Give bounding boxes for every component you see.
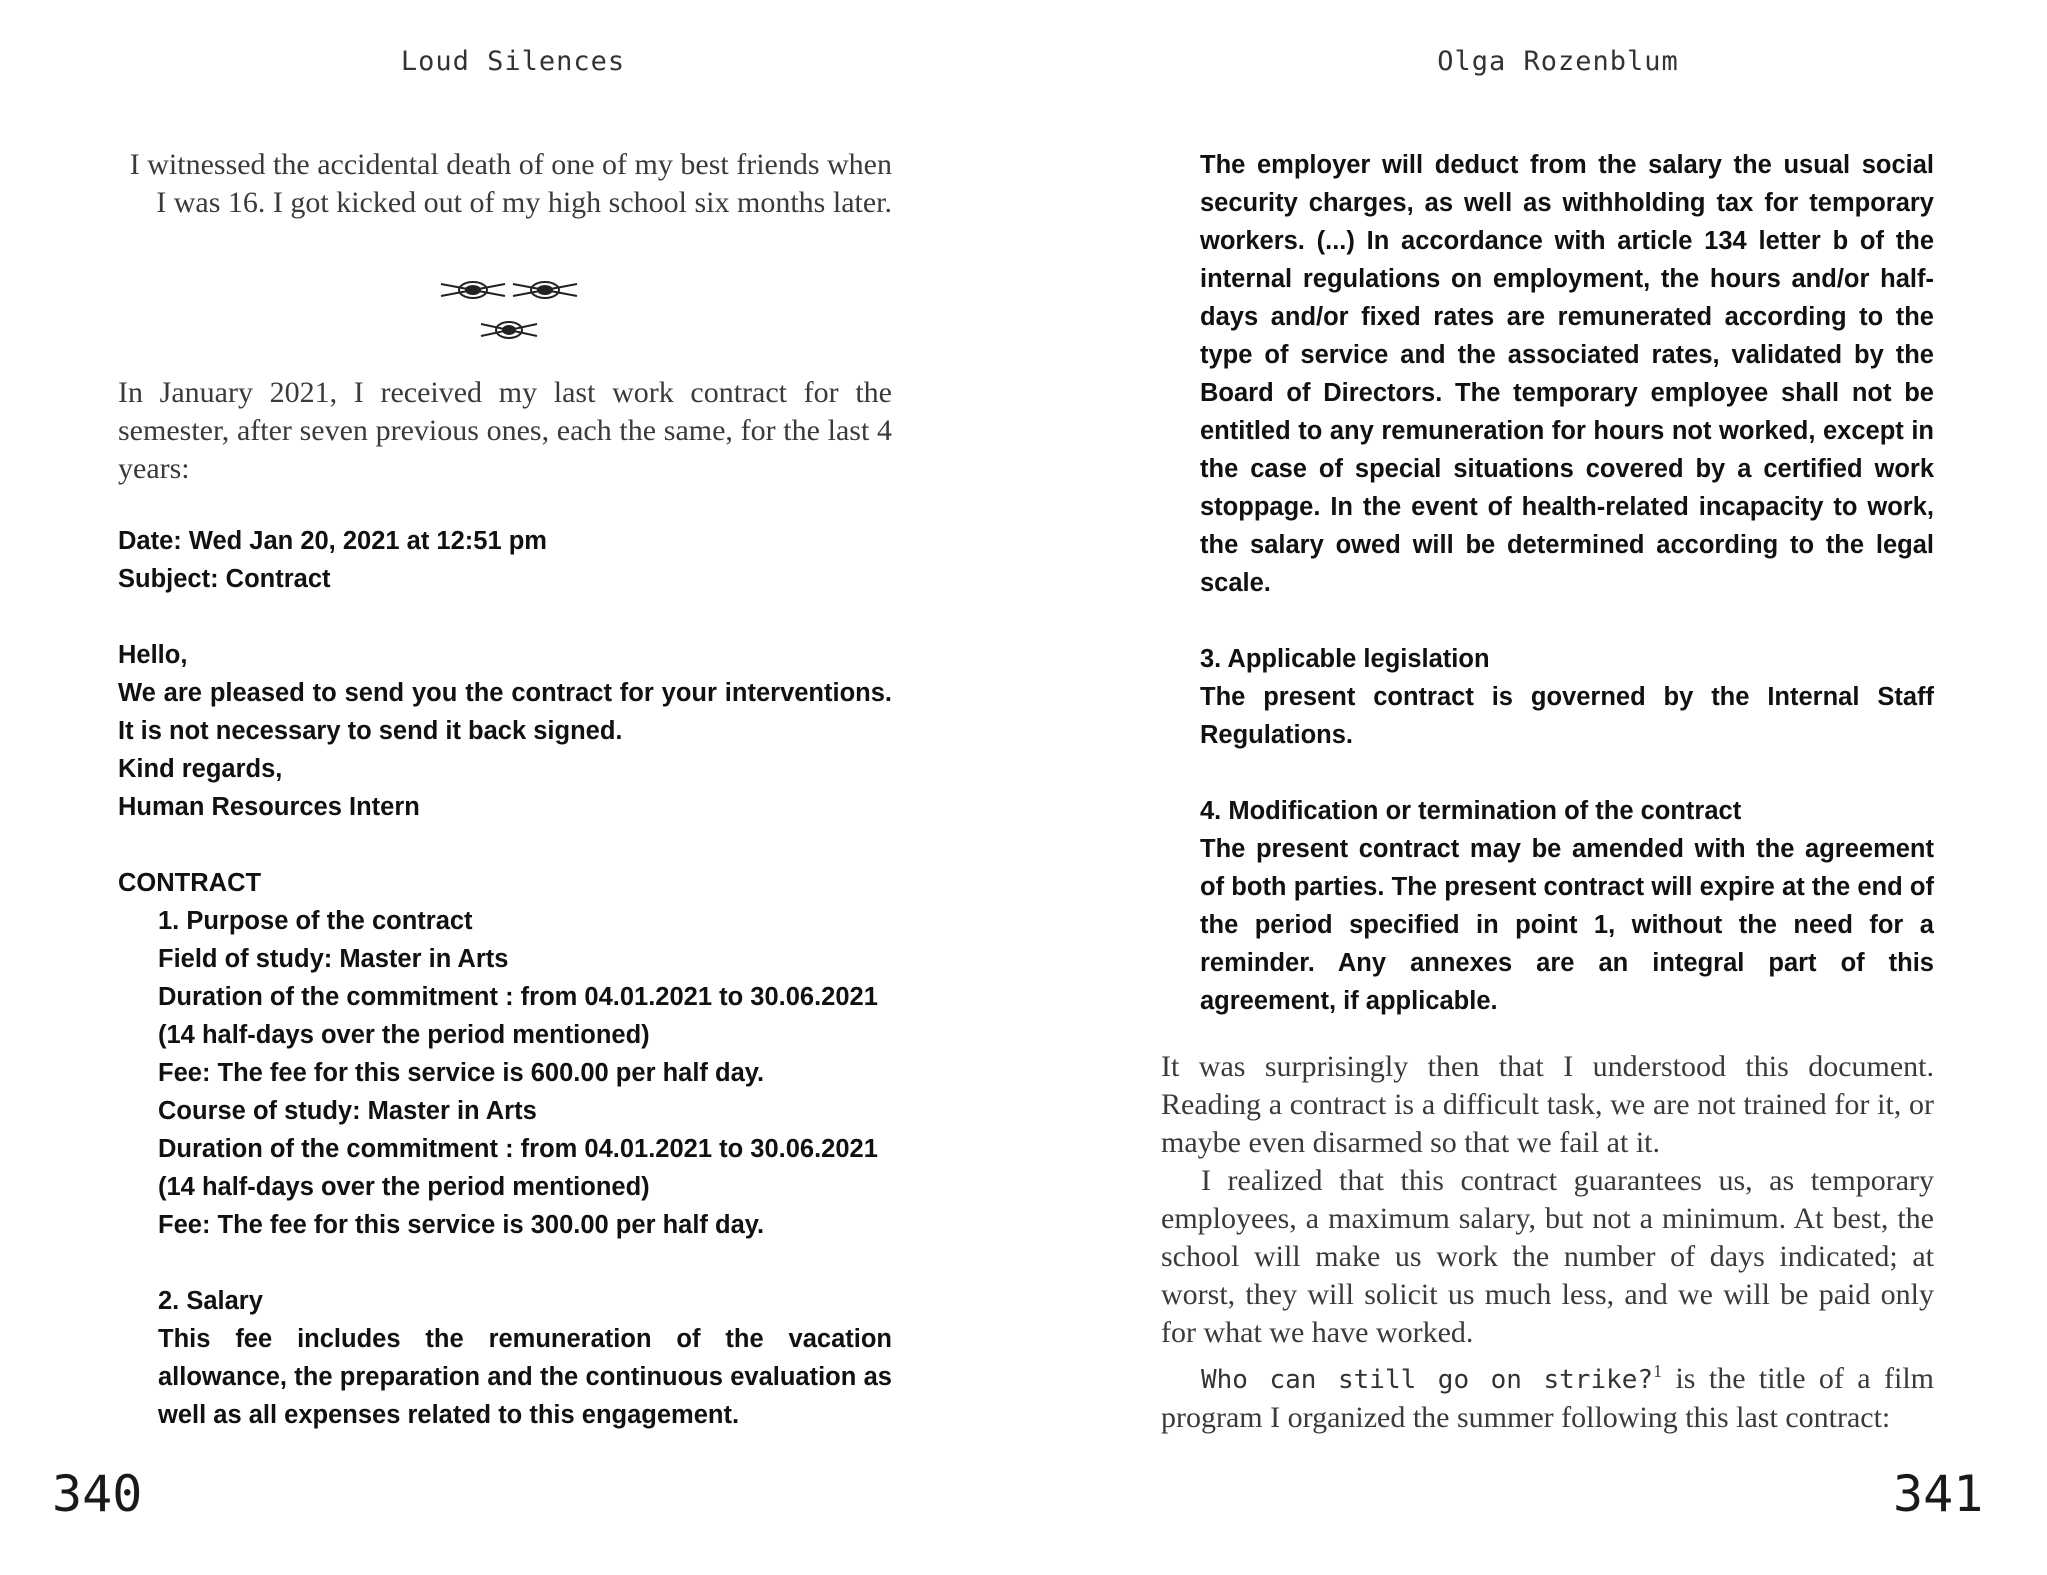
section-1-line: Field of study: Master in Arts bbox=[158, 945, 509, 973]
section-1-line: (14 half-days over the period mentioned) bbox=[158, 1021, 650, 1049]
running-head-right: Olga Rozenblum bbox=[1437, 46, 1679, 77]
closing-text bbox=[1161, 1048, 1934, 1437]
intro-paragraph: I witnessed the accidental death of one of my best friends when I was 16. I got kicked out of my high school six months later. bbox=[129, 148, 892, 219]
left-page bbox=[0, 0, 1023, 1575]
section-3-text: The present contract is governed by the Internal Staff Regulations. bbox=[1200, 683, 1934, 749]
running-head-left: Loud Silences bbox=[400, 46, 626, 77]
section-1-line: Duration of the commitment : from 04.01.2021 to 30.06.2021 bbox=[158, 1135, 878, 1163]
email-closing: Kind regards, bbox=[118, 755, 283, 783]
section-3-title: 3. Applicable legislation bbox=[1200, 645, 1490, 673]
closing-paragraph-1: It was surprisingly then that I understood this document. Reading a contract is a difficult task, we are not trained for it, or maybe even disarmed so that we fail at it. bbox=[1161, 1050, 1934, 1159]
section-1-line: (14 half-days over the period mentioned) bbox=[158, 1173, 650, 1201]
section-4-text: The present contract may be amended with the agreement of both parties. The present contract will expire at the end of the period specified in point 1, without the need for a reminder. Any annexes are an integral part of this agreement, if applicable. bbox=[1200, 835, 1934, 1015]
email-greeting: Hello, bbox=[118, 641, 188, 669]
paragraph-2: In January 2021, I received my last work contract for the semester, after seven previous ones, each the same, for the last 4 years: bbox=[118, 376, 892, 485]
section-1-line: Fee: The fee for this service is 300.00 per half day. bbox=[158, 1211, 765, 1239]
contract-heading: CONTRACT bbox=[118, 869, 262, 897]
footnote-mark[interactable]: 1 bbox=[1653, 1361, 1663, 1381]
email-body: We are pleased to send you the contract for your interventions. It is not necessary to send it back signed. bbox=[118, 679, 892, 745]
email-subject: Subject: Contract bbox=[118, 565, 331, 593]
section-1-line: Fee: The fee for this service is 600.00 per half day. bbox=[158, 1059, 765, 1087]
section-4-title: 4. Modification or termination of the contract bbox=[1200, 797, 1742, 825]
email-signature: Human Resources Intern bbox=[118, 793, 420, 821]
section-2-text: This fee includes the remuneration of the vacation allowance, the preparation and the continuous evaluation as well as all expenses related to this engagement. bbox=[158, 1325, 892, 1429]
ornament-icon bbox=[435, 272, 585, 352]
section-1-line: Course of study: Master in Arts bbox=[158, 1097, 537, 1125]
section-2-title: 2. Salary bbox=[158, 1287, 263, 1315]
closing-paragraph-3-rest: is the title of a film program I organized the summer following this last contract: bbox=[1161, 1362, 1935, 1434]
page-number-left: 340 bbox=[52, 1465, 143, 1523]
contract-section-1 bbox=[118, 902, 892, 1434]
page-number-right: 341 bbox=[1893, 1465, 1984, 1523]
closing-paragraph-2: I realized that this contract guarantees us, as temporary employees, a maximum salary, but not a minimum. At best, the school will make us work the number of days indicated; at worst, they will solicit us much less, and we will be paid only for what we have worked. bbox=[1161, 1164, 1934, 1349]
closing-paragraph-3 bbox=[1161, 1352, 1934, 1437]
email-date: Date: Wed Jan 20, 2021 at 12:51 pm bbox=[118, 527, 547, 555]
continued-text: The employer will deduct from the salary the usual social security charges, as well as withholding tax for temporary workers. (...) In accordance with article 134 letter b of the internal regulations on employment, the hours and/or half-days and/or fixed rates are remunerated according to the type of service and the associated rates, validated by the Board of Directors. The temporary employee shall not be entitled to any remuneration for hours not worked, except in the case of special situations covered by a certified work stoppage. In the event of health-related incapacity to work, the salary owed will be determined according to the legal scale. bbox=[1200, 151, 1934, 597]
section-1-title: 1. Purpose of the contract bbox=[158, 907, 473, 935]
email-block bbox=[118, 522, 892, 1434]
contract-continued bbox=[1200, 146, 1934, 1020]
section-1-line: Duration of the commitment : from 04.01.2021 to 30.06.2021 bbox=[158, 983, 878, 1011]
film-title: Who can still go on strike? bbox=[1201, 1365, 1654, 1395]
